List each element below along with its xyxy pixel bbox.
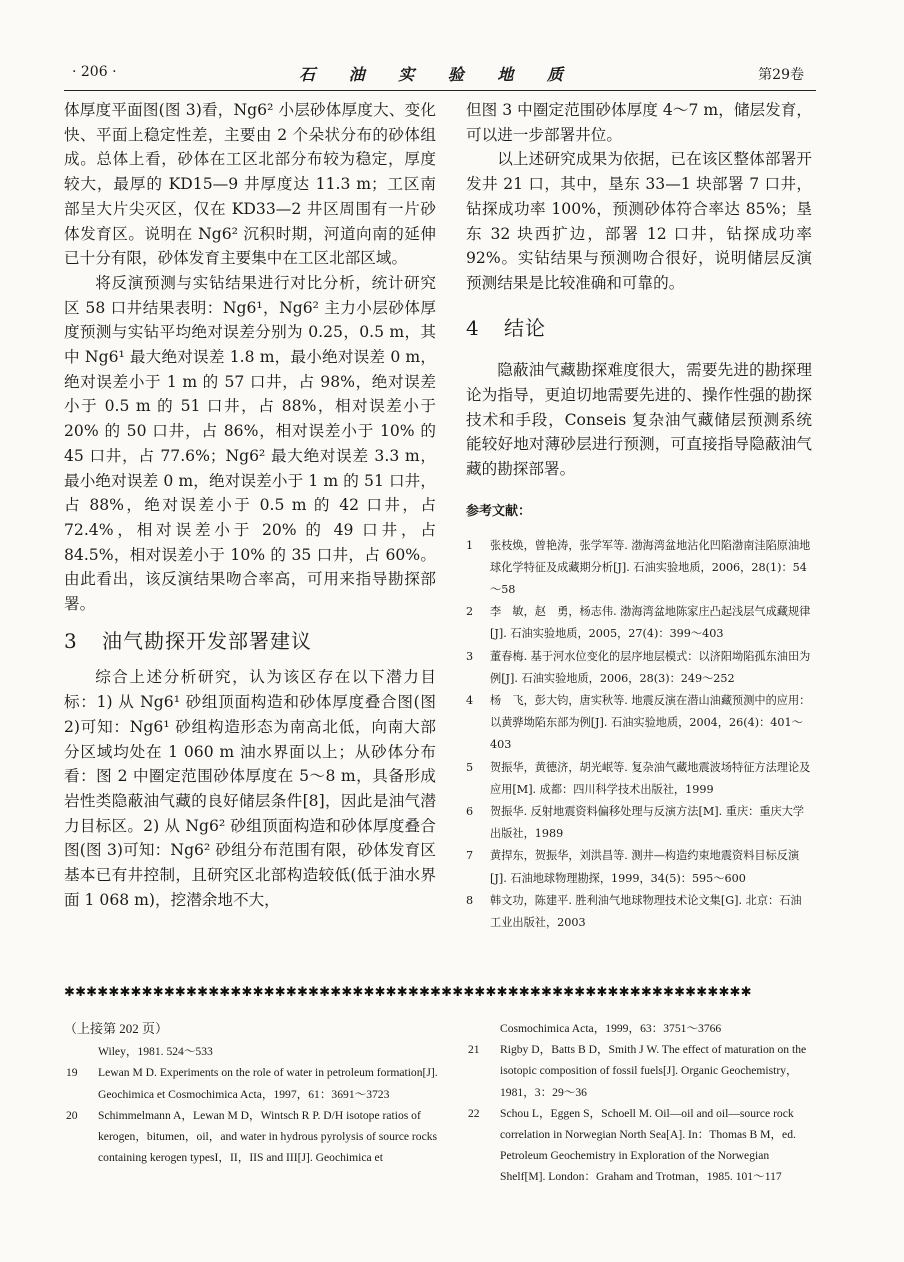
reference-item: 21 Rigby D，Batts B D，Smith J W. The effect of maturation on the isotopic composition of fossil fuels[J]. Organic Geochemistry，1981，3：29～36 [468,1043,807,1099]
references-heading: 参考文献： [466,503,532,519]
section-title: 油气勘探开发部署建议 [102,628,312,653]
reference-item: 8 韩文功，陈建平. 胜利油气地球物理技术论文集[G]. 北京：石油工业出版社，2003 [466,893,802,929]
paragraph: 将反演预测与实钻结果进行对比分析，统计研究区 58 口井结果表明：Ng6¹，Ng6² 主力小层砂体厚度预测与实钻平均绝对误差分别为 0.25，0.5 m，其中 Ng6¹ 最大绝对误差 1.8 m，最小绝对误差 0 m，绝对误差小于 1 m 的 57 口井，占 98%，绝对误差小于 0.5 m 的 51 口井，占 88%，相对误差小于 20% 的 50 口井，占 86%，相对误差小于 10% 的 45 口井，占 77.6%；Ng6² 最大绝对误差 3.3 m，最小绝对误差 0 m，绝对误差小于 1 m 的 51 口井，占 88%，绝对误差小于 0.5 m 的 42 口井，占 72.4%，相对误差小于 20% 的 49 口井，占84.5%，相对误差小于 10% 的 35 口井，占 60%。由此看出，该反演结果吻合率高，可用来指导勘探部署。 [64,273,436,614]
section-number: 4 [466,315,480,340]
paragraph: 综合上述分析研究，认为该区存在以下潜力目标：1) 从 Ng6¹ 砂组顶面构造和砂体厚度叠合图(图 2)可知：Ng6¹ 砂组构造形态为南高北低，向南大部分区域均处在 1 060 m 油水界面以上；从砂体分布看：图 2 中圈定范围砂体厚度在 5～8 m，具备形成岩性类隐蔽油气藏的良好储层条件[8]，因此是油气潜力目标区。2) 从 Ng6² 砂组顶面构造和砂体厚度叠合图(图 3)可知：Ng6² 砂组分布范围有限，砂体发育区基本已有井控制，且研究区北部构造较低(低于油水界面 1 068 m)，挖潜余地不大， [64,668,436,909]
reference-item: 4 杨 飞，彭大钧，唐实秋等. 地震反演在潜山油藏预测中的应用：以黄骅坳陷东部为例[J]. 石油实验地质，2004，26(4)：401～403 [466,693,811,752]
paragraph: 隐蔽油气藏勘探难度很大，需要先进的勘探理论为指导，更迫切地需要先进的、操作性强的勘探技术和手段，Conseis 复杂油气藏储层预测系统能较好地对薄砂层进行预测，可直接指导隐蔽油气藏的勘探部署。 [466,361,812,479]
reference-item: 5 贺振华，黄德济，胡光岷等. 复杂油气藏地震波场特征方法理论及应用[M]. 成都：四川科学技术出版社，1999 [466,760,811,796]
reference-item: 6 贺振华. 反射地震资料偏移处理与反演方法[M]. 重庆：重庆大学出版社，1989 [466,804,805,841]
journal-title: 石 油 实 验 地 质 [299,65,577,84]
reference-fragment: Wiley，1981. 524～533 [98,1045,213,1059]
continued-references-right [466,1018,816,1188]
reference-item: 7 黄捍东，贺振华，刘洪昌等. 测井—构造约束地震资料目标反演[J]. 石油地球物理勘探，1999，34(5)：595～600 [466,849,800,885]
reference-list [466,535,812,935]
continued-note: （上接第 202 页） [64,1021,169,1036]
reference-item: 2 李 敏，赵 勇，杨志伟. 渤海湾盆地陈家庄凸起浅层气成藏规律[J]. 石油实验地质，2005，27(4)：399～403 [466,605,811,641]
reference-fragment: Cosmochimica Acta，1999，63：3751～3766 [500,1022,722,1035]
star-divider: ✱✱✱✱✱✱✱✱✱✱✱✱✱✱✱✱✱✱✱✱✱✱✱✱✱✱✱✱✱✱✱✱✱✱✱✱✱✱✱✱✱✱✱✱✱✱✱✱✱✱✱✱✱✱✱✱✱✱✱✱✱✱ [64,985,752,1000]
paragraph: 但图 3 中圈定范围砂体厚度 4～7 m，储层发育，可以进一步部署井位。 [466,101,812,144]
page-number: · 206 · [72,64,117,80]
reference-item: 19 Lewan M D. Experiments on the role of water in petroleum formation[J]. Geochimica et Cosmochimica Acta，1997，61：3691～3723 [66,1066,438,1101]
header-rule [64,90,816,91]
section-heading [466,316,812,341]
right-column [466,98,812,934]
section-title: 结论 [504,315,546,340]
reference-item: 1 张枝焕，曾艳涛，张学军等. 渤海湾盆地沾化凹陷渤南洼陷原油地球化学特征及成藏期分析[J]. 石油实验地质，2006，28(1)：54～58 [466,538,811,596]
continued-references-left [64,1018,444,1168]
page-header [64,62,812,88]
paragraph: 体厚度平面图(图 3)看，Ng6² 小层砂体厚度大、变化快、平面上稳定性差，主要由 2 个朵状分布的砂体组成。总体上看，砂体在工区北部分布较为稳定，厚度较大，最厚的 KD15—9 井厚度达 11.3 m；工区南部呈大片尖灭区，仅在 KD33—2 井区周围有一片砂体发育区。说明在 Ng6² 沉积时期，河道向南的延伸已十分有限，砂体发育主要集中在工区北部区域。 [64,101,436,268]
reference-item: 3 董春梅. 基于河水位变化的层序地层模式：以济阳坳陷孤东油田为例[J]. 石油实验地质，2006，28(3)：249～252 [466,649,811,685]
section-heading [64,629,436,654]
paragraph: 以上述研究成果为依据，已在该区整体部署开发井 21 口，其中，垦东 33—1 块部署 7 口井，钻探成功率 100%，预测砂体符合率达 85%；垦东 32 块西扩边，部署 12 口井，钻探成功率 92%。实钻结果与预测吻合很好，说明储层反演预测结果是比较准确和可靠的。 [466,150,812,292]
reference-item: 22 Schou L，Eggen S，Schoell M. Oil—oil and oil—source rock correlation in Norwegian North Sea[A]. In：Thomas B M，ed. Petroleum Geochemistry in Exploration of the Norwegian Shelf[M]. London：Graham and Trotman，1985. 101～117 [468,1106,796,1184]
left-column [64,98,436,913]
section-number: 3 [64,628,78,653]
reference-item: 20 Schimmelmann A，Lewan M D，Wintsch R P. D/H isotope ratios of kerogen，bitumen，oil，and water in hydrous pyrolysis of source rocks containing kerogen typesI，II，IIS and III[J]. Geochimica et [66,1108,438,1165]
volume-label: 第29卷 [758,67,804,83]
